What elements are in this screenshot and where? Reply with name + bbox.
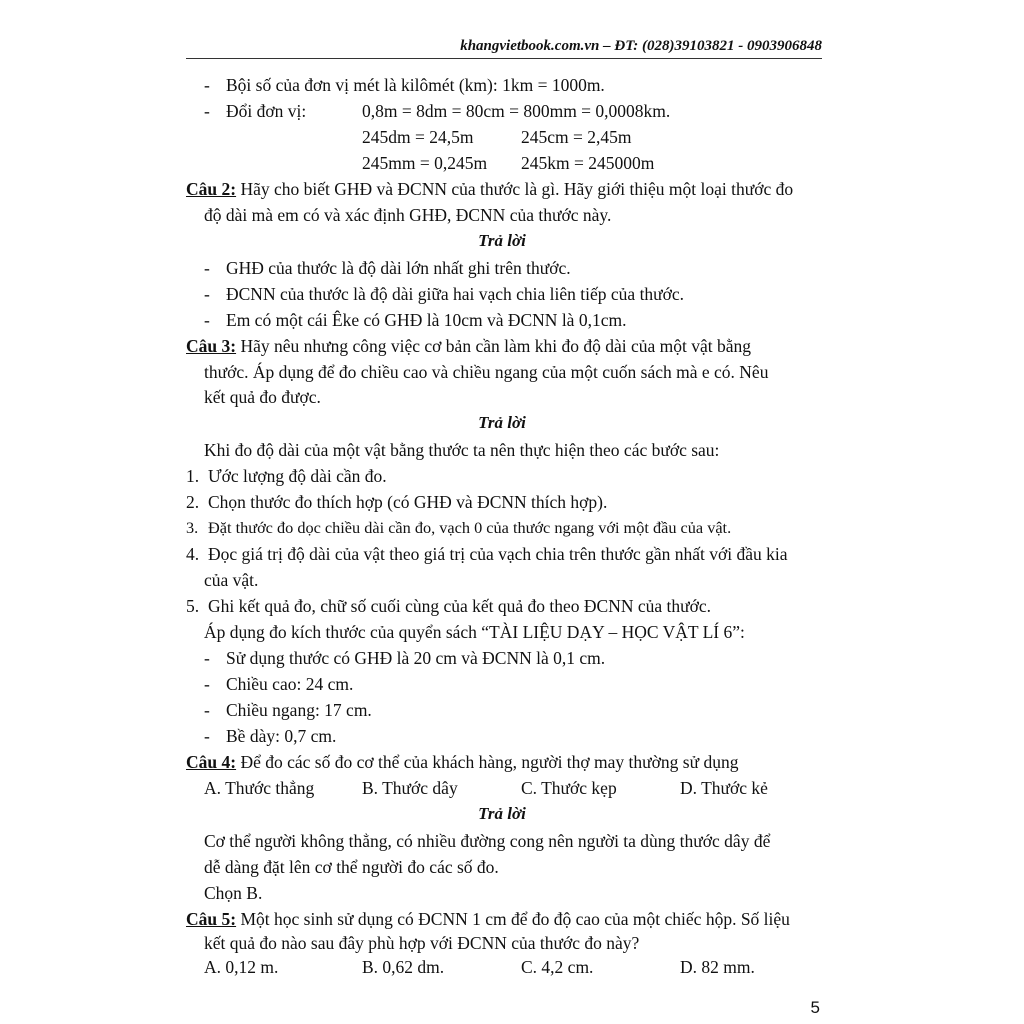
bullet-line: - Em có một cái Êke có GHĐ là 10cm và ĐCNN là 0,1cm. (204, 310, 627, 330)
question-4: Câu 4: Để đo các số đo cơ thể của khách hàng, người thợ may thường sử dụng (186, 752, 739, 772)
bullet-line: - GHĐ của thước là độ dài lớn nhất ghi trên thước. (204, 258, 571, 278)
list-item: 2. Chọn thước đo thích hợp (có GHĐ và ĐCNN thích hợp). (186, 492, 608, 512)
option-a: A. 0,12 m. (204, 957, 279, 977)
list-item: 3. Đặt thước đo dọc chiều dài cần đo, vạch 0 của thước ngang với một đầu của vật. (186, 518, 732, 537)
paragraph: dễ dàng đặt lên cơ thể người đo các số đo. (204, 857, 499, 877)
paragraph: Cơ thể người không thẳng, có nhiều đường cong nên người ta dùng thước dây để (204, 831, 771, 851)
option-d: D. Thước kẻ (680, 778, 768, 798)
bullet-line: - Bề dày: 0,7 cm. (204, 726, 337, 746)
option-d: D. 82 mm. (680, 957, 755, 977)
option-b: B. Thước dây (362, 778, 458, 798)
answer-heading: Trả lời (478, 413, 526, 432)
question-3: Câu 3: Hãy nêu nhưng công việc cơ bản cần làm khi đo độ dài của một vật bằng (186, 336, 751, 356)
page-header: khangvietbook.com.vn – ĐT: (028)39103821 - 0903906848 (460, 38, 822, 54)
answer-heading: Trả lời (478, 231, 526, 250)
conversion-line: 245cm = 2,45m (521, 127, 632, 147)
list-item: 5. Ghi kết quả đo, chữ số cuối cùng của kết quả đo theo ĐCNN của thước. (186, 596, 712, 616)
question-2-cont: độ dài mà em có và xác định GHĐ, ĐCNN của thước này. (204, 205, 612, 225)
page-number: 5 (810, 998, 820, 1017)
paragraph: Chọn B. (204, 883, 263, 903)
option-c: C. Thước kẹp (521, 778, 617, 798)
bullet-line: - Sử dụng thước có GHĐ là 20 cm và ĐCNN là 0,1 cm. (204, 648, 606, 668)
conversion-line: 245mm = 0,245m (362, 153, 488, 173)
list-item-cont: của vật. (204, 570, 259, 590)
header-divider (186, 58, 822, 59)
bullet-line: - Chiều cao: 24 cm. (204, 674, 354, 694)
conversion-line: 245dm = 24,5m (362, 127, 474, 147)
option-b: B. 0,62 dm. (362, 957, 445, 977)
conversion-line: 0,8m = 8dm = 80cm = 800mm = 0,0008km. (362, 101, 671, 121)
conversion-line: 245km = 245000m (521, 153, 655, 173)
option-c: C. 4,2 cm. (521, 957, 594, 977)
question-5: Câu 5: Một học sinh sử dụng có ĐCNN 1 cm để đo độ cao của một chiếc hộp. Số liệu (186, 909, 790, 929)
question-3-cont: kết quả đo được. (204, 387, 321, 407)
bullet-line: - Chiều ngang: 17 cm. (204, 700, 372, 720)
question-3-cont: thước. Áp dụng để đo chiều cao và chiều ngang của một cuốn sách mà e có. Nêu (204, 362, 769, 382)
bullet-line: - Bội số của đơn vị mét là kilômét (km): 1km = 1000m. (204, 75, 605, 95)
question-2: Câu 2: Hãy cho biết GHĐ và ĐCNN của thước là gì. Hãy giới thiệu một loại thước đo (186, 179, 794, 199)
paragraph: Áp dụng đo kích thước của quyển sách “TÀI LIỆU DẠY – HỌC VẬT LÍ 6”: (204, 622, 745, 642)
bullet-line: - ĐCNN của thước là độ dài giữa hai vạch chia liên tiếp của thước. (204, 284, 685, 304)
list-item: 1. Ước lượng độ dài cần đo. (186, 466, 387, 486)
bullet-line: - Đổi đơn vị: (204, 101, 307, 121)
paragraph: Khi đo độ dài của một vật bằng thước ta nên thực hiện theo các bước sau: (204, 440, 720, 460)
question-5-cont: kết quả đo nào sau đây phù hợp với ĐCNN của thước đo này? (204, 933, 640, 953)
option-a: A. Thước thẳng (204, 778, 315, 798)
list-item: 4. Đọc giá trị độ dài của vật theo giá trị của vạch chia trên thước gần nhất với đầu kia (186, 544, 788, 564)
answer-heading: Trả lời (478, 804, 526, 823)
